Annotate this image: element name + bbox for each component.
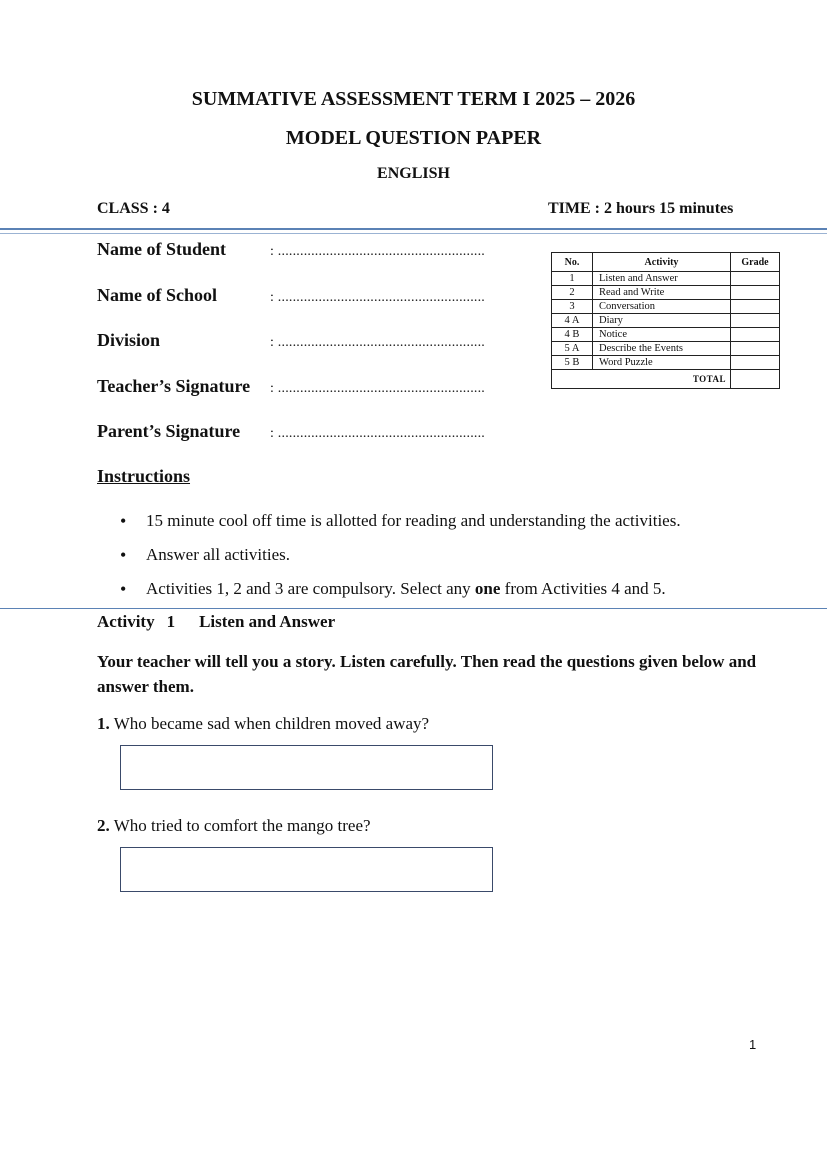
row-no: 4 A	[552, 314, 593, 328]
row-no: 5 A	[552, 342, 593, 356]
activity-1-intro: Your teacher will tell you a story. Listen carefully. Then read the questions given below and answer them.	[97, 652, 757, 696]
table-row	[552, 300, 780, 314]
paper-title: SUMMATIVE ASSESSMENT TERM I 2025 – 2026	[191, 88, 636, 110]
question-number: 2.	[97, 816, 110, 835]
paper-subtitle: MODEL QUESTION PAPER	[285, 127, 542, 149]
student-name-label: Name of Student	[97, 239, 226, 259]
grade-table-header	[552, 253, 780, 272]
row-grade-cell[interactable]	[731, 356, 780, 370]
page-number: 1	[749, 1037, 757, 1052]
header-divider	[0, 228, 827, 230]
teacher-signature-label: Teacher’s Signature	[97, 376, 251, 396]
total-label: TOTAL	[552, 370, 731, 389]
header-activity: Activity	[593, 253, 731, 272]
total-row	[552, 370, 780, 389]
activity-label: Activity	[97, 612, 155, 631]
row-activity: Read and Write	[593, 286, 731, 300]
instructions-heading: Instructions	[97, 466, 191, 486]
list-item: • Answer all activities.	[120, 542, 800, 576]
list-item: • 15 minute cool off time is allotted for reading and understanding the activities.	[120, 508, 800, 542]
instructions-list	[120, 508, 800, 610]
header-grade: Grade	[731, 253, 780, 272]
row-grade-cell[interactable]	[731, 314, 780, 328]
activity-title: Listen and Answer	[199, 612, 336, 631]
division-field[interactable]: : ........................................................	[270, 335, 485, 350]
row-activity: Word Puzzle	[593, 356, 731, 370]
class-label: CLASS : 4	[97, 200, 170, 217]
row-no: 1	[552, 272, 593, 286]
question-2	[97, 816, 371, 836]
parent-signature-field[interactable]: : ........................................................	[270, 426, 485, 441]
row-activity: Listen and Answer	[593, 272, 731, 286]
activity-number: 1	[166, 612, 176, 631]
parent-signature-label: Parent’s Signature	[97, 421, 241, 441]
list-item: • Activities 1, 2 and 3 are compulsory. Select any one from Activities 4 and 5.	[120, 576, 800, 610]
question-1	[97, 714, 429, 734]
row-grade-cell[interactable]	[731, 328, 780, 342]
row-activity: Diary	[593, 314, 731, 328]
row-no: 4 B	[552, 328, 593, 342]
row-grade-cell[interactable]	[731, 342, 780, 356]
table-row	[552, 342, 780, 356]
row-no: 3	[552, 300, 593, 314]
row-no: 2	[552, 286, 593, 300]
teacher-signature-field[interactable]: : ........................................................	[270, 381, 485, 396]
student-name-field[interactable]: : ........................................................	[270, 244, 485, 259]
school-name-field[interactable]: : ........................................................	[270, 290, 485, 305]
total-grade-cell[interactable]	[731, 370, 780, 389]
division-label: Division	[97, 330, 161, 350]
row-activity: Notice	[593, 328, 731, 342]
activity-1-heading	[97, 612, 335, 632]
answer-box-1[interactable]	[120, 745, 493, 790]
row-activity: Describe the Events	[593, 342, 731, 356]
row-activity: Conversation	[593, 300, 731, 314]
header-no: No.	[552, 253, 593, 272]
answer-box-2[interactable]	[120, 847, 493, 892]
table-row	[552, 286, 780, 300]
question-text: Who became sad when children moved away?	[113, 714, 430, 733]
time-label: TIME : 2 hours 15 minutes	[548, 200, 734, 217]
school-name-label: Name of School	[97, 285, 217, 305]
header-divider-thin	[0, 233, 827, 234]
subject-label: ENGLISH	[377, 165, 450, 182]
question-number: 1.	[97, 714, 110, 733]
row-no: 5 B	[552, 356, 593, 370]
table-row	[552, 314, 780, 328]
section-divider	[0, 608, 827, 609]
table-row	[552, 272, 780, 286]
row-grade-cell[interactable]	[731, 286, 780, 300]
table-row	[552, 328, 780, 342]
row-grade-cell[interactable]	[731, 300, 780, 314]
grade-table	[551, 252, 780, 389]
row-grade-cell[interactable]	[731, 272, 780, 286]
table-row	[552, 356, 780, 370]
question-text: Who tried to comfort the mango tree?	[113, 816, 371, 835]
